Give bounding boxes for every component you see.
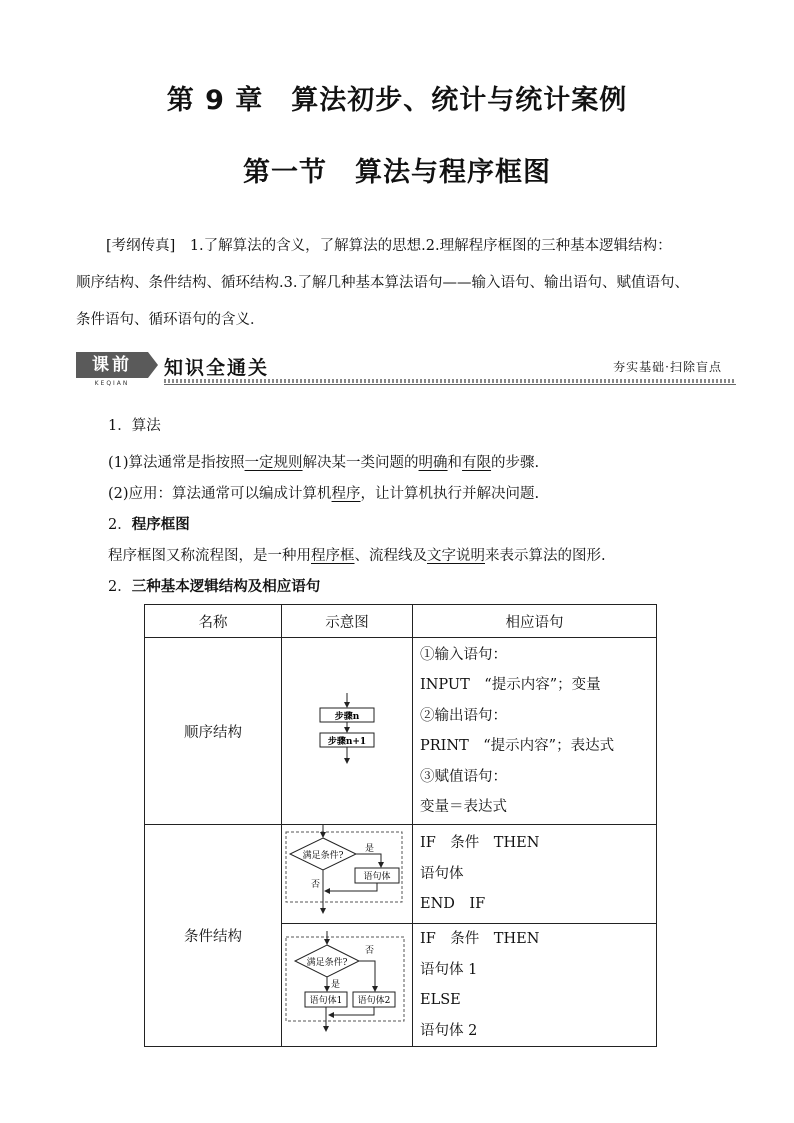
no-label: 否 <box>311 880 321 890</box>
underlined-term: 一定规则 <box>244 455 303 471</box>
cond1-statements <box>413 825 657 924</box>
dashed-frame <box>286 937 404 1021</box>
if-flowchart <box>283 825 411 919</box>
statement-line: PRINT “提示内容”；表达式 <box>420 738 615 754</box>
cond-name: 条件结构 <box>145 825 282 1047</box>
banner-tag-sub: KEQIAN <box>94 380 130 387</box>
step-n1-label: 步骤n+1 <box>327 737 367 747</box>
section-heading: 三种基本逻辑结构及相应语句 <box>131 579 321 595</box>
statement-line: 变量＝表达式 <box>420 799 507 815</box>
statement-line: IF 条件 THEN <box>420 931 540 947</box>
banner-motto: 夯实基础·扫除盲点 <box>613 360 722 374</box>
text-run: 、流程线及 <box>354 548 427 564</box>
no-label: 否 <box>365 946 375 956</box>
table-header-row <box>145 605 657 638</box>
cond1-diagram-cell <box>282 825 413 924</box>
section-number: 2． <box>108 579 132 595</box>
intro-line-1: [考纲传真] 1.了解算法的含义，了解算法的思想.2.理解程序框图的三种基本逻辑结构： <box>106 238 672 254</box>
if-else-flowchart <box>283 931 411 1035</box>
statement-line: ③赋值语句： <box>420 768 507 785</box>
text-run: (1)算法通常是指按照 <box>108 455 245 471</box>
flow-arrow <box>356 854 381 867</box>
banner-arrow-icon <box>148 352 158 378</box>
section-number: 2． <box>108 517 132 533</box>
underlined-term: 有限 <box>462 455 492 471</box>
text-run: 程序框图又称流程图，是一种用 <box>108 548 311 564</box>
statement-line: 语句体 2 <box>420 1022 478 1039</box>
section-heading: 程序框图 <box>131 517 190 533</box>
s2-title <box>108 513 190 534</box>
s3-title <box>108 575 320 596</box>
chapter-title: 第 9 章 算法初步、统计与统计案例 <box>166 85 628 116</box>
statement-line: 语句体 1 <box>420 961 478 978</box>
banner-heading: 知识全通关 <box>164 357 270 379</box>
underlined-term: 文字说明 <box>427 548 485 564</box>
text-run: 的步骤. <box>491 455 540 471</box>
banner-rule-line <box>164 384 736 385</box>
flow-arrow <box>325 883 377 891</box>
header-diagram: 示意图 <box>282 605 413 638</box>
header-statement: 相应语句 <box>413 605 657 638</box>
text-run: 来表示算法的图形. <box>485 548 606 564</box>
s1-paragraph-2 <box>108 482 539 503</box>
underlined-term: 程序 <box>331 486 361 502</box>
sequence-flowchart <box>283 679 411 779</box>
section-title: 第一节 算法与程序框图 <box>243 157 551 188</box>
text-run: ，让计算机执行并解决问题. <box>360 486 540 502</box>
statement-line: ②输出语句： <box>420 707 507 724</box>
seq-statements <box>413 638 657 825</box>
cond2-diamond-label: 满足条件? <box>306 958 348 968</box>
seq-name: 顺序结构 <box>145 638 282 825</box>
s1-paragraph-1 <box>108 451 539 472</box>
intro-line-2: 顺序结构、条件结构、循环结构.3.了解几种基本算法语句——输入语句、输出语句、赋值语句、 <box>76 275 689 291</box>
underlined-term: 明确 <box>418 455 448 471</box>
table-row-sequence <box>145 638 657 825</box>
banner-rule <box>164 379 736 383</box>
statement-line: INPUT “提示内容”；变量 <box>420 677 601 693</box>
header-name: 名称 <box>145 605 282 638</box>
cond1-diamond-label: 满足条件? <box>302 851 344 861</box>
statement-line: ELSE <box>420 992 461 1008</box>
statement-line: END IF <box>420 896 486 913</box>
statement-line: IF 条件 THEN <box>420 835 540 852</box>
step-n-label: 步骤n <box>334 712 360 722</box>
intro-line-3: 条件语句、循环语句的含义． <box>76 312 265 328</box>
s2-paragraph <box>108 544 606 565</box>
yes-label: 是 <box>331 980 341 990</box>
cond2-diagram-cell <box>282 924 413 1047</box>
banner-tag: 课前 <box>76 352 148 378</box>
flow-arrow <box>359 961 375 991</box>
section-banner <box>76 352 736 388</box>
text-run: 解决某一类问题的 <box>302 455 419 471</box>
cond1-box-label: 语句体 <box>363 872 391 882</box>
s1-title: 1．算法 <box>108 418 161 434</box>
text-run: 和 <box>447 455 463 471</box>
cond2-box1-label: 语句体1 <box>309 996 343 1006</box>
cond2-statements <box>413 924 657 1047</box>
table-row-condition-1 <box>145 825 657 924</box>
syllabus-intro <box>76 228 726 339</box>
cond2-box2-label: 语句体2 <box>357 996 391 1006</box>
yes-label: 是 <box>365 844 375 854</box>
text-run: (2)应用：算法通常可以编成计算机 <box>108 486 332 502</box>
statement-line: 语句体 <box>420 865 464 882</box>
seq-diagram-cell <box>282 638 413 825</box>
structure-table <box>144 604 657 1047</box>
flow-arrow <box>329 1007 374 1015</box>
statement-line: ①输入语句： <box>420 646 507 663</box>
underlined-term: 程序框 <box>311 548 355 564</box>
